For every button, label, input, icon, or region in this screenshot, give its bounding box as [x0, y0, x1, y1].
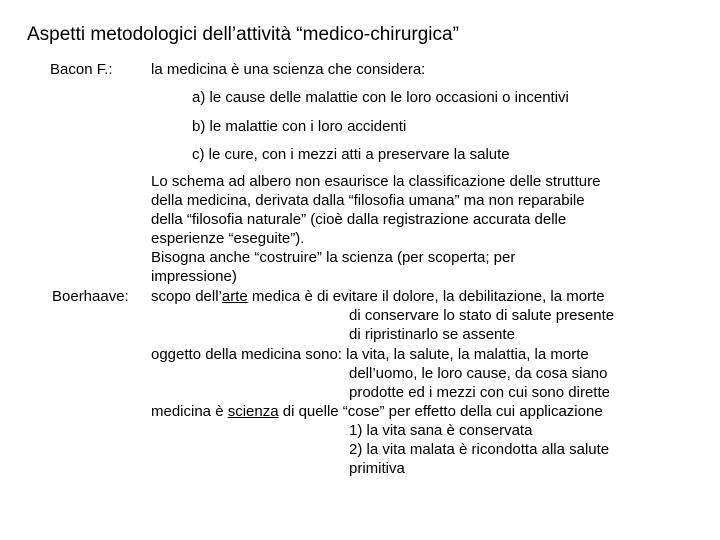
bacon-label: Bacon F.: — [50, 61, 113, 78]
schema-line: Lo schema ad albero non esaurisce la classificazione delle strutture — [151, 173, 601, 190]
bacon-item-b: b) le malattie con i loro accidenti — [192, 118, 407, 135]
schema-line: della medicina, derivata dalla “filosofia umana” ma non reparabile — [151, 192, 585, 209]
schema-line: della “filosofia naturale” (cioè dalla registrazione accurata delle — [151, 211, 567, 228]
oggetto-cont: prodotte ed i mezzi con cui sono dirette — [349, 384, 610, 401]
scienza-underlined: scienza — [227, 403, 279, 420]
bacon-item-c: c) le cure, con i mezzi atti a preservare la salute — [192, 146, 510, 163]
schema-line: Bisogna anche “costruire” la scienza (per scoperta; per — [151, 249, 516, 266]
schema-line: impressione) — [151, 268, 237, 285]
medicina-cont: 2) la vita malata è ricondotta alla salute — [349, 441, 610, 458]
schema-line: esperienze “eseguite”). — [151, 230, 305, 247]
boerhaave-scopo: scopo dell’arte medica è di evitare il dolore, la debilitazione, la morte — [151, 288, 605, 305]
page-title: Aspetti metodologici dell’attività “medico-chirurgica” — [27, 24, 459, 45]
medicina-cont: 1) la vita sana è conservata — [349, 422, 533, 439]
boerhaave-medicina: medicina è scienza di quelle “cose” per effetto della cui applicazione — [151, 403, 603, 420]
medicina-cont: primitiva — [349, 460, 405, 477]
boerhaave-label: Boerhaave: — [52, 288, 129, 305]
oggetto-cont: dell’uomo, le loro cause, da cosa siano — [349, 365, 608, 382]
boerhaave-oggetto: oggetto della medicina sono: la vita, la salute, la malattia, la morte — [151, 346, 589, 363]
bacon-item-a: a) le cause delle malattie con le loro occasioni o incentivi — [192, 89, 569, 106]
bacon-intro: la medicina è una scienza che considera: — [151, 61, 426, 78]
scopo-cont: di conservare lo stato di salute presente — [349, 307, 615, 324]
arte-underlined: arte — [221, 288, 248, 305]
scopo-cont: di ripristinarlo se assente — [349, 326, 515, 343]
